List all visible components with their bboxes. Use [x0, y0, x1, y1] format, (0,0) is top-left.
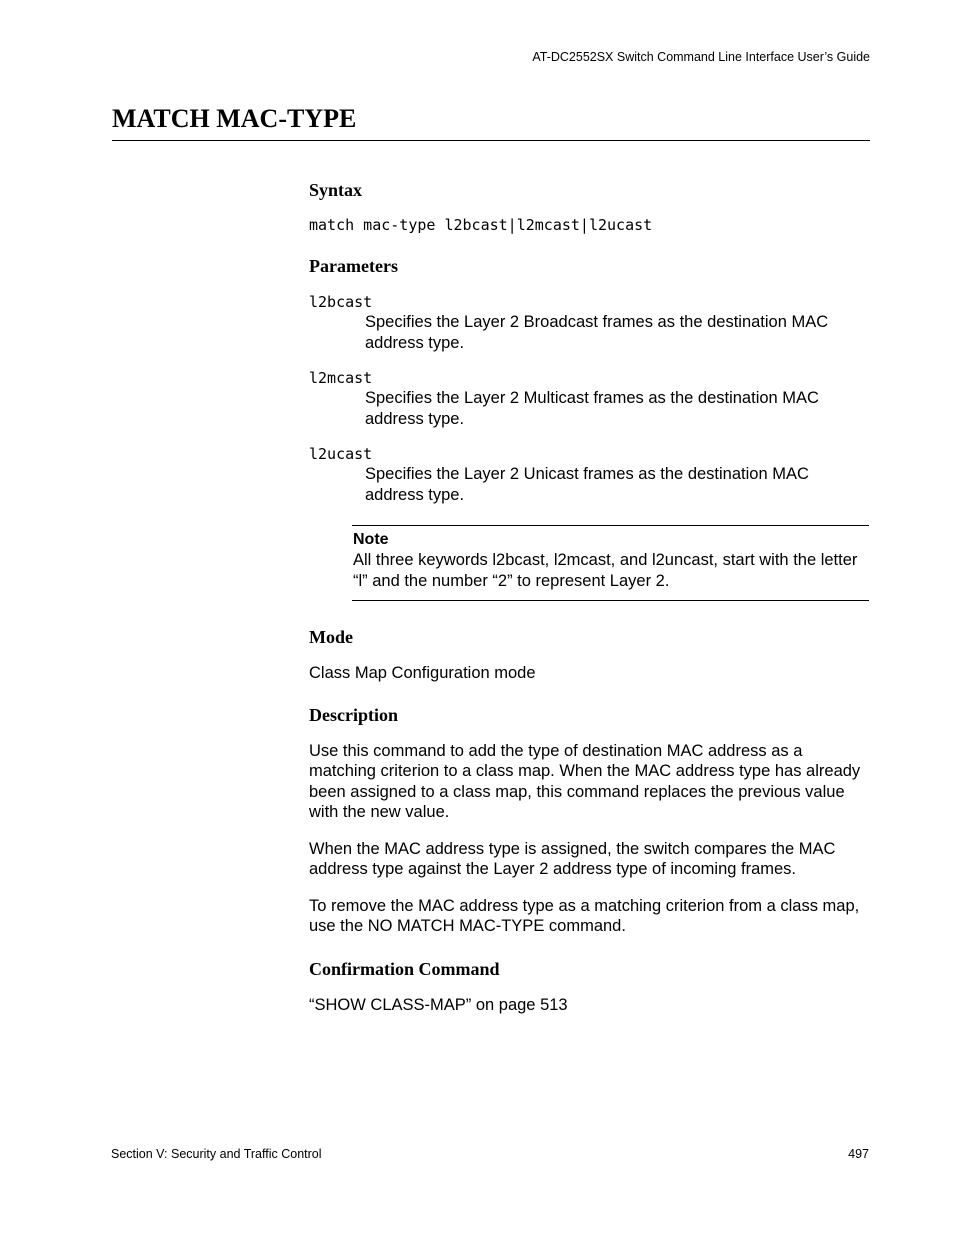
parameter-name: l2mcast	[309, 369, 373, 387]
mode-heading: Mode	[309, 627, 353, 647]
parameter-description: Specifies the Layer 2 Broadcast frames as the destination MAC address type.	[365, 313, 829, 352]
parameter-item	[309, 368, 869, 429]
description-paragraph: When the MAC address type is assigned, the switch compares the MAC address type against the Layer 2 address type of incoming frames.	[309, 839, 836, 878]
description-paragraph: Use this command to add the type of destination MAC address as a matching criterion to a class map. When the MAC address type has already been assigned to a class map, this command replaces the previous value with the new value.	[309, 741, 861, 821]
running-header: AT-DC2552SX Switch Command Line Interface User’s Guide	[532, 50, 870, 64]
footer-section: Section V: Security and Traffic Control	[111, 1147, 322, 1161]
parameter-name: l2ucast	[309, 445, 373, 463]
title-rule	[112, 140, 870, 141]
confirmation-heading: Confirmation Command	[309, 958, 500, 979]
note-box	[352, 525, 869, 601]
note-text: All three keywords l2bcast, l2mcast, and l2uncast, start with the letter “l” and the number “2” to represent Layer 2.	[353, 551, 858, 590]
parameter-description: Specifies the Layer 2 Unicast frames as the destination MAC address type.	[365, 465, 809, 504]
syntax-heading: Syntax	[309, 180, 363, 200]
confirmation-link[interactable]: “SHOW CLASS-MAP” on page 513	[309, 995, 568, 1014]
description-paragraph: To remove the MAC address type as a matching criterion from a class map, use the NO MATCH MAC-TYPE command.	[309, 896, 860, 935]
syntax-command: match mac-type l2bcast|l2mcast|l2ucast	[309, 216, 653, 234]
description-heading: Description	[309, 704, 398, 725]
parameter-item	[309, 444, 869, 505]
parameters-heading: Parameters	[309, 256, 398, 276]
mode-text: Class Map Configuration mode	[309, 664, 536, 682]
main-content	[309, 178, 869, 1015]
parameter-item	[309, 292, 869, 353]
note-heading: Note	[353, 531, 389, 548]
page-number: 497	[848, 1147, 869, 1161]
page-title: MATCH MAC-TYPE	[112, 104, 357, 133]
parameter-name: l2bcast	[309, 293, 373, 311]
parameter-description: Specifies the Layer 2 Multicast frames as the destination MAC address type.	[365, 389, 819, 428]
